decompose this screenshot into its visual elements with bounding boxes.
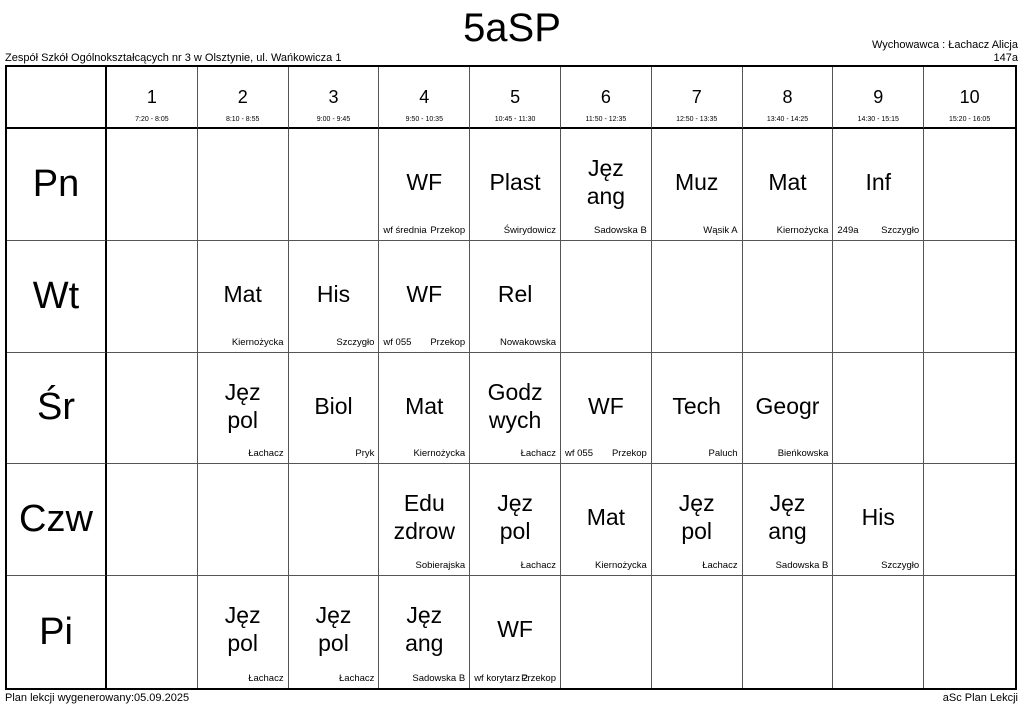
lesson-teacher: Sadowska B: [412, 673, 466, 684]
lesson-teacher: Kiernożycka: [231, 336, 284, 348]
lesson-cell: [743, 129, 834, 241]
lesson-teacher: Wąsik A: [703, 224, 738, 236]
lesson-subject: His: [316, 280, 351, 307]
lesson-teacher: Szczygło: [881, 224, 920, 236]
lesson-cell: [561, 464, 652, 576]
day-header: [7, 353, 107, 465]
lesson-cell: [198, 576, 289, 688]
lesson-teacher: Szczygło: [336, 336, 375, 348]
period-number: 7: [691, 87, 702, 107]
empty-cell: [289, 129, 380, 241]
lesson-subject: Mat: [586, 504, 626, 531]
lesson-subject: Biol: [314, 392, 353, 419]
empty-cell: [924, 464, 1015, 576]
lesson-room: wf średnia: [383, 224, 427, 236]
empty-cell: [107, 353, 198, 465]
period-time: 10:45 - 11:30: [494, 116, 536, 123]
period-number: 4: [419, 87, 430, 107]
lesson-cell: [198, 353, 289, 465]
period-number: 5: [510, 87, 521, 107]
lesson-cell: [652, 129, 743, 241]
empty-cell: [833, 353, 924, 465]
period-header: [561, 67, 652, 129]
period-header: [743, 67, 834, 129]
timetable-grid: [5, 65, 1017, 690]
lesson-teacher: Szczygło: [881, 560, 920, 572]
day-header: [7, 464, 107, 576]
empty-cell: [198, 129, 289, 241]
app-credit: aSc Plan Lekcji: [942, 692, 1018, 704]
form-teacher: Wychowawca : Łachacz Alicja: [871, 39, 1018, 51]
lesson-teacher: Łachacz: [520, 560, 556, 572]
lesson-cell: [198, 241, 289, 353]
lesson-teacher: Sadowska B: [593, 224, 647, 236]
lesson-subject: Jęz pol: [315, 602, 352, 657]
lesson-cell: [289, 576, 380, 688]
lesson-subject: Jęz pol: [224, 602, 261, 657]
empty-cell: [924, 241, 1015, 353]
empty-cell: [107, 576, 198, 688]
period-number: 10: [959, 87, 980, 107]
lesson-cell: [470, 353, 561, 465]
period-number: 3: [328, 87, 339, 107]
empty-cell: [924, 129, 1015, 241]
empty-cell: [652, 241, 743, 353]
lesson-cell: [379, 464, 470, 576]
empty-cell: [833, 576, 924, 688]
period-time: 9:50 - 10:35: [405, 116, 443, 123]
lesson-teacher: Paluch: [708, 448, 738, 460]
lesson-teacher: Łachacz: [248, 673, 284, 684]
period-number: 8: [782, 87, 793, 107]
period-time: 11:50 - 12:35: [585, 116, 627, 123]
empty-cell: [561, 241, 652, 353]
day-header: [7, 576, 107, 688]
lesson-room: wf 055: [565, 448, 593, 460]
lesson-cell: [470, 129, 561, 241]
lesson-subject: WF: [406, 169, 443, 195]
period-header: [833, 67, 924, 129]
lesson-teacher: Łachacz: [339, 673, 375, 684]
period-header: [470, 67, 561, 129]
lesson-cell: [379, 576, 470, 688]
period-time: 7:20 - 8:05: [135, 116, 169, 123]
empty-cell: [107, 241, 198, 353]
lesson-subject: Rel: [497, 280, 533, 307]
period-header: [198, 67, 289, 129]
lesson-room: 249a: [837, 224, 859, 236]
lesson-teacher: Przekop: [521, 673, 556, 684]
day-header: [7, 241, 107, 353]
lesson-subject: Inf: [865, 169, 892, 195]
lesson-subject: Mat: [405, 392, 444, 419]
lesson-teacher: Łachacz: [702, 560, 738, 572]
period-time: 9:00 - 9:45: [316, 116, 351, 123]
lesson-cell: [833, 464, 924, 576]
empty-cell: [924, 576, 1015, 688]
lesson-room: wf korytarz 2: [474, 673, 529, 684]
lesson-subject: His: [861, 504, 895, 531]
day-name: Czw: [19, 498, 93, 541]
lesson-cell: [379, 353, 470, 465]
lesson-subject: Jęz ang: [405, 602, 444, 657]
lesson-teacher: Przekop: [611, 448, 647, 460]
lesson-cell: [833, 129, 924, 241]
lesson-subject: Jęz ang: [768, 490, 807, 545]
lesson-subject: Muz: [674, 169, 719, 195]
empty-cell: [107, 464, 198, 576]
lesson-subject: Mat: [223, 280, 262, 307]
lesson-subject: WF: [588, 392, 624, 419]
empty-cell: [561, 576, 652, 688]
period-header: [924, 67, 1015, 129]
lesson-cell: [379, 241, 470, 353]
lesson-subject: Jęz pol: [678, 490, 715, 545]
lesson-subject: Mat: [768, 169, 807, 195]
lesson-subject: Jęz ang: [586, 155, 626, 209]
period-time: 8:10 - 8:55: [225, 116, 260, 123]
lesson-cell: [561, 353, 652, 465]
lesson-cell: [743, 464, 834, 576]
period-time: 15:20 - 16:05: [948, 116, 991, 123]
day-name: Śr: [37, 386, 75, 429]
period-time: 13:40 - 14:25: [766, 116, 809, 123]
home-room: 147a: [993, 52, 1018, 64]
lesson-teacher: Sobierajska: [415, 560, 466, 572]
lesson-teacher: Pryk: [355, 448, 375, 460]
lesson-cell: [289, 241, 380, 353]
school-name: Zespół Szkół Ogólnokształcących nr 3 w Olsztynie, ul. Wańkowicza 1: [5, 52, 342, 64]
lesson-teacher: Kiernożycka: [595, 560, 647, 572]
period-header: [379, 67, 470, 129]
lesson-subject: Geogr: [755, 392, 820, 419]
period-header: [652, 67, 743, 129]
lesson-subject: Tech: [672, 392, 721, 419]
corner-cell: [7, 67, 107, 129]
lesson-subject: WF: [406, 280, 443, 307]
empty-cell: [924, 353, 1015, 465]
lesson-cell: [561, 129, 652, 241]
empty-cell: [107, 129, 198, 241]
period-number: 6: [600, 87, 611, 107]
day-header: [7, 129, 107, 241]
empty-cell: [198, 464, 289, 576]
generated-date: Plan lekcji wygenerowany:05.09.2025: [5, 692, 190, 704]
period-number: 2: [237, 87, 248, 107]
lesson-cell: [652, 353, 743, 465]
lesson-teacher: Kiernożycka: [413, 448, 466, 460]
empty-cell: [743, 241, 834, 353]
empty-cell: [652, 576, 743, 688]
lesson-teacher: Przekop: [430, 336, 466, 348]
day-name: Pi: [39, 610, 73, 653]
period-time: 12:50 - 13:35: [676, 116, 718, 123]
lesson-cell: [289, 353, 380, 465]
lesson-teacher: Przekop: [430, 224, 466, 236]
lesson-cell: [743, 353, 834, 465]
period-time: 14:30 - 15:15: [857, 116, 899, 123]
lesson-subject: Godz wych: [487, 378, 543, 433]
period-header: [289, 67, 380, 129]
lesson-teacher: Kiernożycka: [776, 224, 829, 236]
period-header: [107, 67, 198, 129]
period-number: 9: [873, 87, 884, 107]
lesson-teacher: Łachacz: [248, 448, 284, 460]
lesson-cell: [470, 576, 561, 688]
lesson-teacher: Łachacz: [520, 448, 556, 460]
lesson-teacher: Świrydowicz: [503, 224, 556, 236]
lesson-teacher: Bieńkowska: [777, 448, 829, 460]
empty-cell: [289, 464, 380, 576]
lesson-cell: [652, 464, 743, 576]
lesson-subject: Plast: [489, 169, 541, 195]
empty-cell: [833, 241, 924, 353]
empty-cell: [743, 576, 834, 688]
page-title: 5aSP: [463, 6, 561, 50]
day-name: Pn: [32, 162, 80, 205]
lesson-subject: Edu zdrow: [393, 490, 455, 545]
day-name: Wt: [32, 274, 80, 317]
lesson-cell: [470, 464, 561, 576]
lesson-teacher: Sadowska B: [775, 560, 829, 572]
period-number: 1: [146, 87, 157, 107]
lesson-subject: Jęz pol: [497, 490, 533, 545]
lesson-room: wf 055: [383, 336, 412, 348]
lesson-subject: WF: [497, 616, 533, 643]
lesson-teacher: Nowakowska: [500, 336, 556, 348]
lesson-cell: [470, 241, 561, 353]
lesson-cell: [379, 129, 470, 241]
lesson-subject: Jęz pol: [224, 378, 261, 433]
